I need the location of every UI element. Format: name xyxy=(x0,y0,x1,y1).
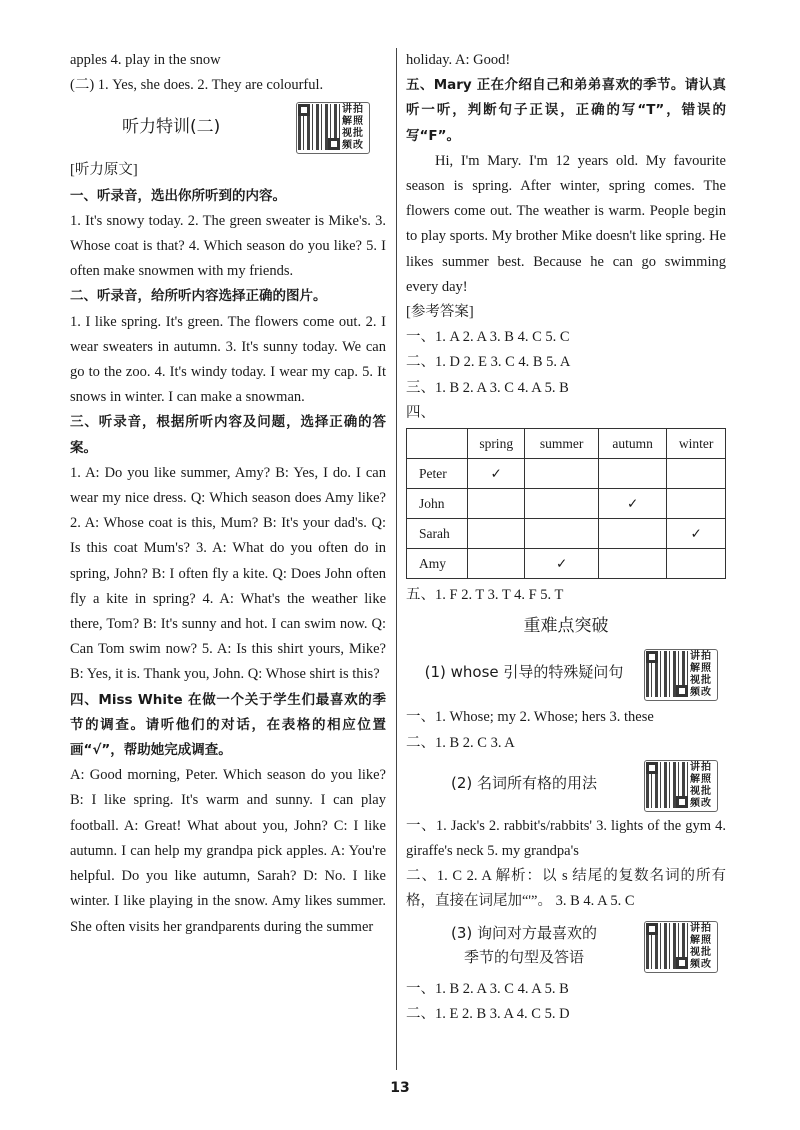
check-mark xyxy=(468,519,525,549)
check-mark xyxy=(667,489,726,519)
answer-line: 一、1. Whose; my 2. Whose; hers 3. these xyxy=(406,709,654,726)
right-column xyxy=(406,48,726,1027)
table-row xyxy=(407,519,726,549)
row-name: Amy xyxy=(407,549,468,579)
answer-line: 二、1. C 2. A 解析：以 s 结尾的复数名词的所有格，直接在词尾加“'”。 3. B 4. A 5. C xyxy=(406,868,726,910)
question-title: 二、听录音，给所听内容选择正确的图片。 xyxy=(70,288,327,305)
answer-line: 二、1. B 2. C 3. A xyxy=(406,734,515,751)
answer-label: [参考答案] xyxy=(406,304,474,321)
question-title: 一、听录音，选出你所听到的内容。 xyxy=(70,187,286,204)
topic-title: (2) 名词所有格的用法 xyxy=(450,773,598,792)
topic-title: (1) whose 引导的特殊疑问句 xyxy=(424,663,624,682)
table-header xyxy=(407,429,468,459)
column-divider xyxy=(396,48,397,1070)
topic-title-line: 季节的句型及答语 xyxy=(463,947,584,966)
question-title: 三、听录音，根据所听内容及问题，选择正确的答案。 xyxy=(70,414,386,456)
section-header xyxy=(70,98,386,158)
check-mark xyxy=(525,519,598,549)
check-mark xyxy=(667,459,726,489)
table-row xyxy=(407,549,726,579)
answer-line: 三、1. B 2. A 3. C 4. A 5. B xyxy=(406,379,569,396)
table-row xyxy=(407,489,726,519)
qr-code-icon[interactable]: 讲拍 解照 视批 频改 xyxy=(644,921,718,973)
section-title: 听力特训(二) xyxy=(122,117,221,138)
check-mark xyxy=(468,489,525,519)
answer-line: 一、1. Jack's 2. rabbit's/rabbits' 3. lights of the gym 4. giraffe's neck 5. my grandpa's xyxy=(406,817,726,860)
question-text: Hi, I'm Mary. I'm 12 years old. My favourite season is spring. After winter, spring comes. The flowers come out. The weather is warm. People begin to play sports. My brother Mike doesn't like spring. He likes summer best. Because he can go swimming every day! xyxy=(406,152,726,295)
source-label: [听力原文] xyxy=(70,162,138,179)
answer-line: 二、1. E 2. B 3. A 4. C 5. D xyxy=(406,1005,570,1022)
table-header: autumn xyxy=(598,429,667,459)
page-number: 13 xyxy=(390,1080,410,1096)
question-text: 1. A: Do you like summer, Amy? B: Yes, I do. I can wear my nice dress. Q: Which season does Amy like? 2. A: Whose coat is this, Mum? B: It's your dad's. Q: Is this coat Mum's? 3. A: What do you often do in spring, John? B: I often fly a kite. Q: Does John often fly a kite in spring? 4. A: What's the weather like there, Tom? B: It's sunny and hot. I can swim now. Q: Can Tom swim now? 5. A: Is this shirt yours, Mike? B: Yes, it is. Thank you, John. Q: Whose shirt is this? xyxy=(70,464,386,683)
check-mark xyxy=(525,489,598,519)
qr-code-icon[interactable]: 讲拍 解照 视批 频改 xyxy=(644,760,718,812)
left-column xyxy=(70,48,386,940)
question-title: 四、Miss White 在做一个关于学生们最喜欢的季节的调查。请听他们的对话，在表格的相应位置画“√”，帮助她完成调查。 xyxy=(70,691,386,759)
check-mark xyxy=(468,549,525,579)
check-mark: ✓ xyxy=(667,519,726,549)
check-mark: ✓ xyxy=(598,489,667,519)
question-text: 1. I like spring. It's green. The flowers come out. 2. I wear sweaters in autumn. 3. It's sunny today. We can go to the zoo. 4. It's windy today. I wear my cap. 5. It snows in winter. I can make a snowman. xyxy=(70,313,386,406)
table-row xyxy=(407,459,726,489)
topic-header xyxy=(406,647,726,705)
breakthrough-title: 重难点突破 xyxy=(523,616,609,637)
topic-title-line: (3) 询问对方最喜欢的 xyxy=(450,923,598,942)
table-header: winter xyxy=(667,429,726,459)
row-name: Peter xyxy=(407,459,468,489)
table-header-row xyxy=(407,429,726,459)
topic-header xyxy=(406,915,726,977)
topic-title xyxy=(406,921,642,969)
row-name: Sarah xyxy=(407,519,468,549)
question-text: 1. It's snowy today. 2. The green sweater is Mike's. 3. Whose coat is that? 4. Which season do you like? 5. I often make snowmen with my friends. xyxy=(70,212,386,280)
row-name: John xyxy=(407,489,468,519)
question-text: A: Good morning, Peter. Which season do you like? B: I like spring. It's warm and sunny. I can play football. A: Great! What about you, John? C: I like autumn. I can help my grandpa pick apples. A: You're helpful. Do you like autumn, Sarah? D: No. I like winter. I like playing in the snow. Amy likes summer. She often visits her grandparents during the summer xyxy=(70,767,386,935)
check-mark xyxy=(525,459,598,489)
check-mark xyxy=(598,519,667,549)
table-header: spring xyxy=(468,429,525,459)
topic-header xyxy=(406,756,726,814)
answer-line: 四、 xyxy=(406,404,435,421)
qr-code-icon[interactable]: 讲拍 解照 视批 频改 xyxy=(296,102,370,154)
question-title: 五、Mary 正在介绍自己和弟弟喜欢的季节。请认真听一听，判断句子正误，正确的写“T”，错误的写“F”。 xyxy=(406,77,726,144)
survey-table xyxy=(406,428,726,579)
answer-line: (二) 1. Yes, she does. 2. They are colourful. xyxy=(70,77,324,94)
table-header: summer xyxy=(525,429,598,459)
check-mark xyxy=(667,549,726,579)
check-mark xyxy=(598,549,667,579)
qr-code-icon[interactable]: 讲拍 解照 视批 频改 xyxy=(644,649,718,701)
check-mark: ✓ xyxy=(525,549,598,579)
question-text: holiday. A: Good! xyxy=(406,52,511,68)
check-mark xyxy=(598,459,667,489)
answer-line: 五、1. F 2. T 3. T 4. F 5. T xyxy=(406,587,564,604)
answer-line: 一、1. B 2. A 3. C 4. A 5. B xyxy=(406,980,569,997)
check-mark: ✓ xyxy=(468,459,525,489)
answer-line: apples 4. play in the snow xyxy=(70,52,221,68)
answer-line: 一、1. A 2. A 3. B 4. C 5. C xyxy=(406,329,570,346)
answer-line: 二、1. D 2. E 3. C 4. B 5. A xyxy=(406,354,571,371)
